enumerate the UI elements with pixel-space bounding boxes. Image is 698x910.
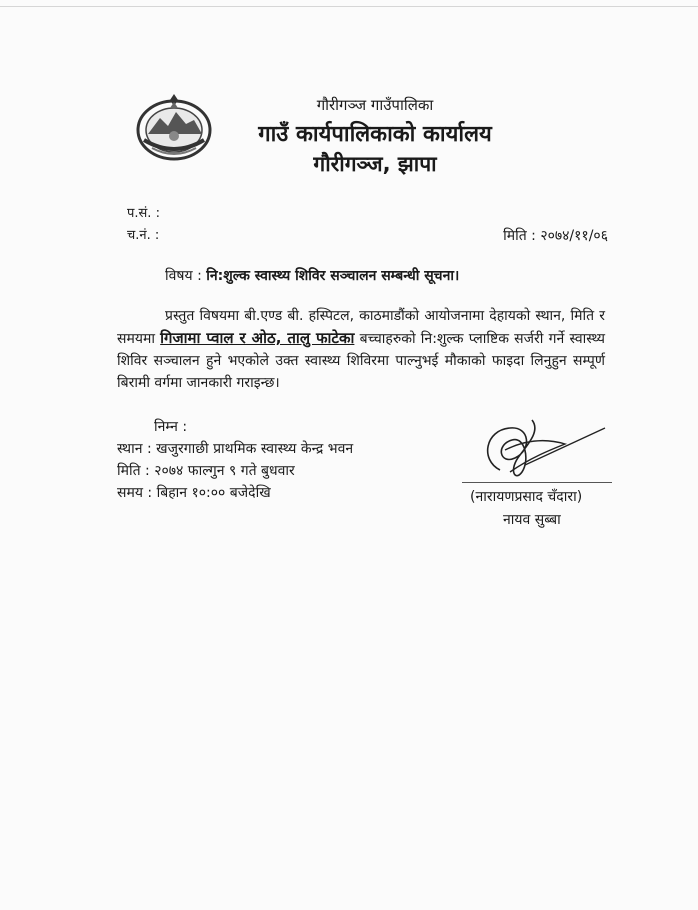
signature-line [462, 482, 612, 483]
page-top-border [0, 6, 698, 7]
office-name: गाउँ कार्यपालिकाको कार्यालय [258, 122, 492, 147]
letter-date: मिति : २०७४/११/०६ [503, 228, 608, 244]
body-highlight: गिजामा प्वाल र ओठ, तालु फाटेका [160, 329, 355, 347]
body-text-start: प्रस्तुत विषयमा बी.एण्ड बी. हस्पिटल, काठमाडौंको आयोजनामा देहायको स्थान, मिति र समयमा [117, 308, 605, 347]
reference-number-label: प.सं. : [127, 206, 160, 221]
subject-line [165, 266, 459, 285]
subject-text: नि:शुल्क स्वास्थ्य शिविर सञ्चालन सम्बन्धी सूचना। [206, 268, 460, 284]
municipality-name: गौरीगञ्ज गाउँपालिका [316, 96, 434, 114]
office-location: गौरीगञ्ज, झापा [313, 152, 437, 176]
details-place: स्थान : खजुरगाछी प्राथमिक स्वास्थ्य केन्द्र भवन [117, 441, 354, 457]
event-details [117, 416, 353, 504]
dispatch-number-label: च.नं. : [127, 228, 160, 243]
nepal-government-emblem-icon [130, 92, 218, 164]
notice-body [117, 305, 605, 394]
signer-title: नायव सुब्बा [503, 512, 561, 528]
details-time: समय : बिहान १०:०० बजेदेखि [117, 485, 271, 501]
signer-name: (नारायणप्रसाद चँदारा) [470, 489, 583, 505]
body-text-end: बच्चाहरुको नि:शुल्क प्लाष्टिक सर्जरी गर्ने स्वास्थ्य शिविर सञ्चालन हुने भएकोले उक्त स्वास्थ्य शिविरमा पाल्नुभई मौकाको फाइदा लिनुहुन सम्पूर्ण बिरामी वर्गमा जानकारी गराइन्छ। [117, 331, 605, 391]
details-heading: निम्न : [154, 419, 188, 435]
handwritten-signature [470, 410, 610, 490]
subject-label: विषय : [165, 268, 202, 284]
details-date: मिति : २०७४ फाल्गुन ९ गते बुधवार [117, 463, 295, 479]
